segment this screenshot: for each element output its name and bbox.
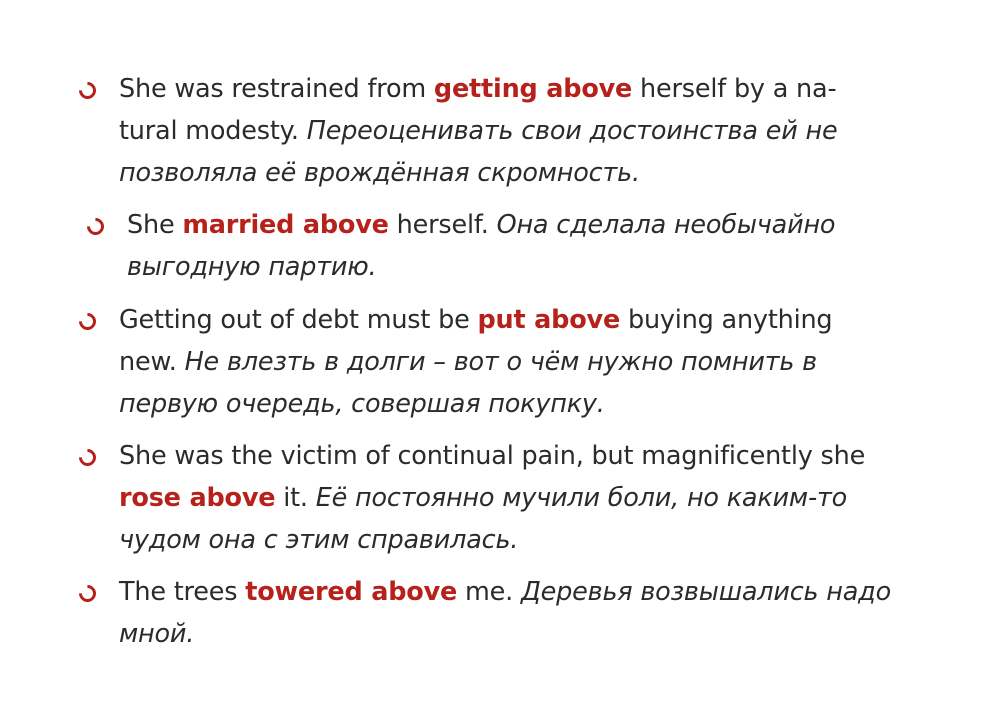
english-text: buying anything <box>620 305 833 335</box>
russian-translation: выгодную партию. <box>127 252 377 282</box>
example-line <box>119 68 837 110</box>
example-line <box>119 341 832 383</box>
example-line <box>119 571 891 613</box>
example-text <box>127 204 835 288</box>
highlighted-phrase: getting above <box>433 74 633 104</box>
english-text: herself by a na- <box>632 74 837 104</box>
russian-translation: Не влезть в долги – вот о чём нужно помнить в <box>184 347 817 377</box>
example-line <box>119 152 837 194</box>
english-text: new. <box>119 347 185 377</box>
english-text: me. <box>457 577 521 607</box>
example-line <box>127 246 835 288</box>
highlighted-phrase: married above <box>182 210 389 240</box>
english-text: tural modesty. <box>119 116 307 146</box>
highlighted-phrase: towered above <box>245 577 458 607</box>
english-text: The trees <box>119 577 246 607</box>
english-text: Getting out of debt must be <box>119 305 478 335</box>
example-text <box>119 68 837 194</box>
circle-bullet-icon <box>75 309 99 333</box>
russian-translation: Она сделала необычайно <box>496 210 836 240</box>
circle-bullet-icon <box>75 445 99 469</box>
russian-translation: мной. <box>119 619 195 649</box>
highlighted-phrase: put above <box>477 305 621 335</box>
russian-translation: позволяла её врождённая скромность. <box>119 158 640 188</box>
example-text <box>119 435 865 561</box>
example-text <box>119 571 891 655</box>
example-line <box>119 299 832 341</box>
example-line <box>119 613 891 655</box>
circle-bullet-icon <box>75 581 99 605</box>
example-line <box>119 435 865 477</box>
russian-translation: Деревья возвышались надо <box>520 577 892 607</box>
example-line <box>119 519 865 561</box>
english-text: herself. <box>388 210 497 240</box>
russian-translation: чудом она с этим справилась. <box>119 525 519 555</box>
russian-translation: первую очередь, совершая покупку. <box>119 389 605 419</box>
russian-translation: Её постоянно мучили боли, но каким-то <box>315 483 848 513</box>
russian-translation: Переоценивать свои достоинства ей не <box>306 116 838 146</box>
example-line <box>119 383 832 425</box>
circle-bullet-icon <box>75 78 99 102</box>
example-line <box>119 477 865 519</box>
example-line <box>119 110 837 152</box>
english-text: She was the victim of continual pain, but magnificently she <box>119 441 866 471</box>
english-text: it. <box>275 483 316 513</box>
circle-bullet-icon <box>83 214 107 238</box>
highlighted-phrase: rose above <box>119 483 276 513</box>
example-line <box>127 204 835 246</box>
english-text: She <box>127 210 183 240</box>
example-text <box>119 299 832 425</box>
english-text: She was restrained from <box>119 74 434 104</box>
